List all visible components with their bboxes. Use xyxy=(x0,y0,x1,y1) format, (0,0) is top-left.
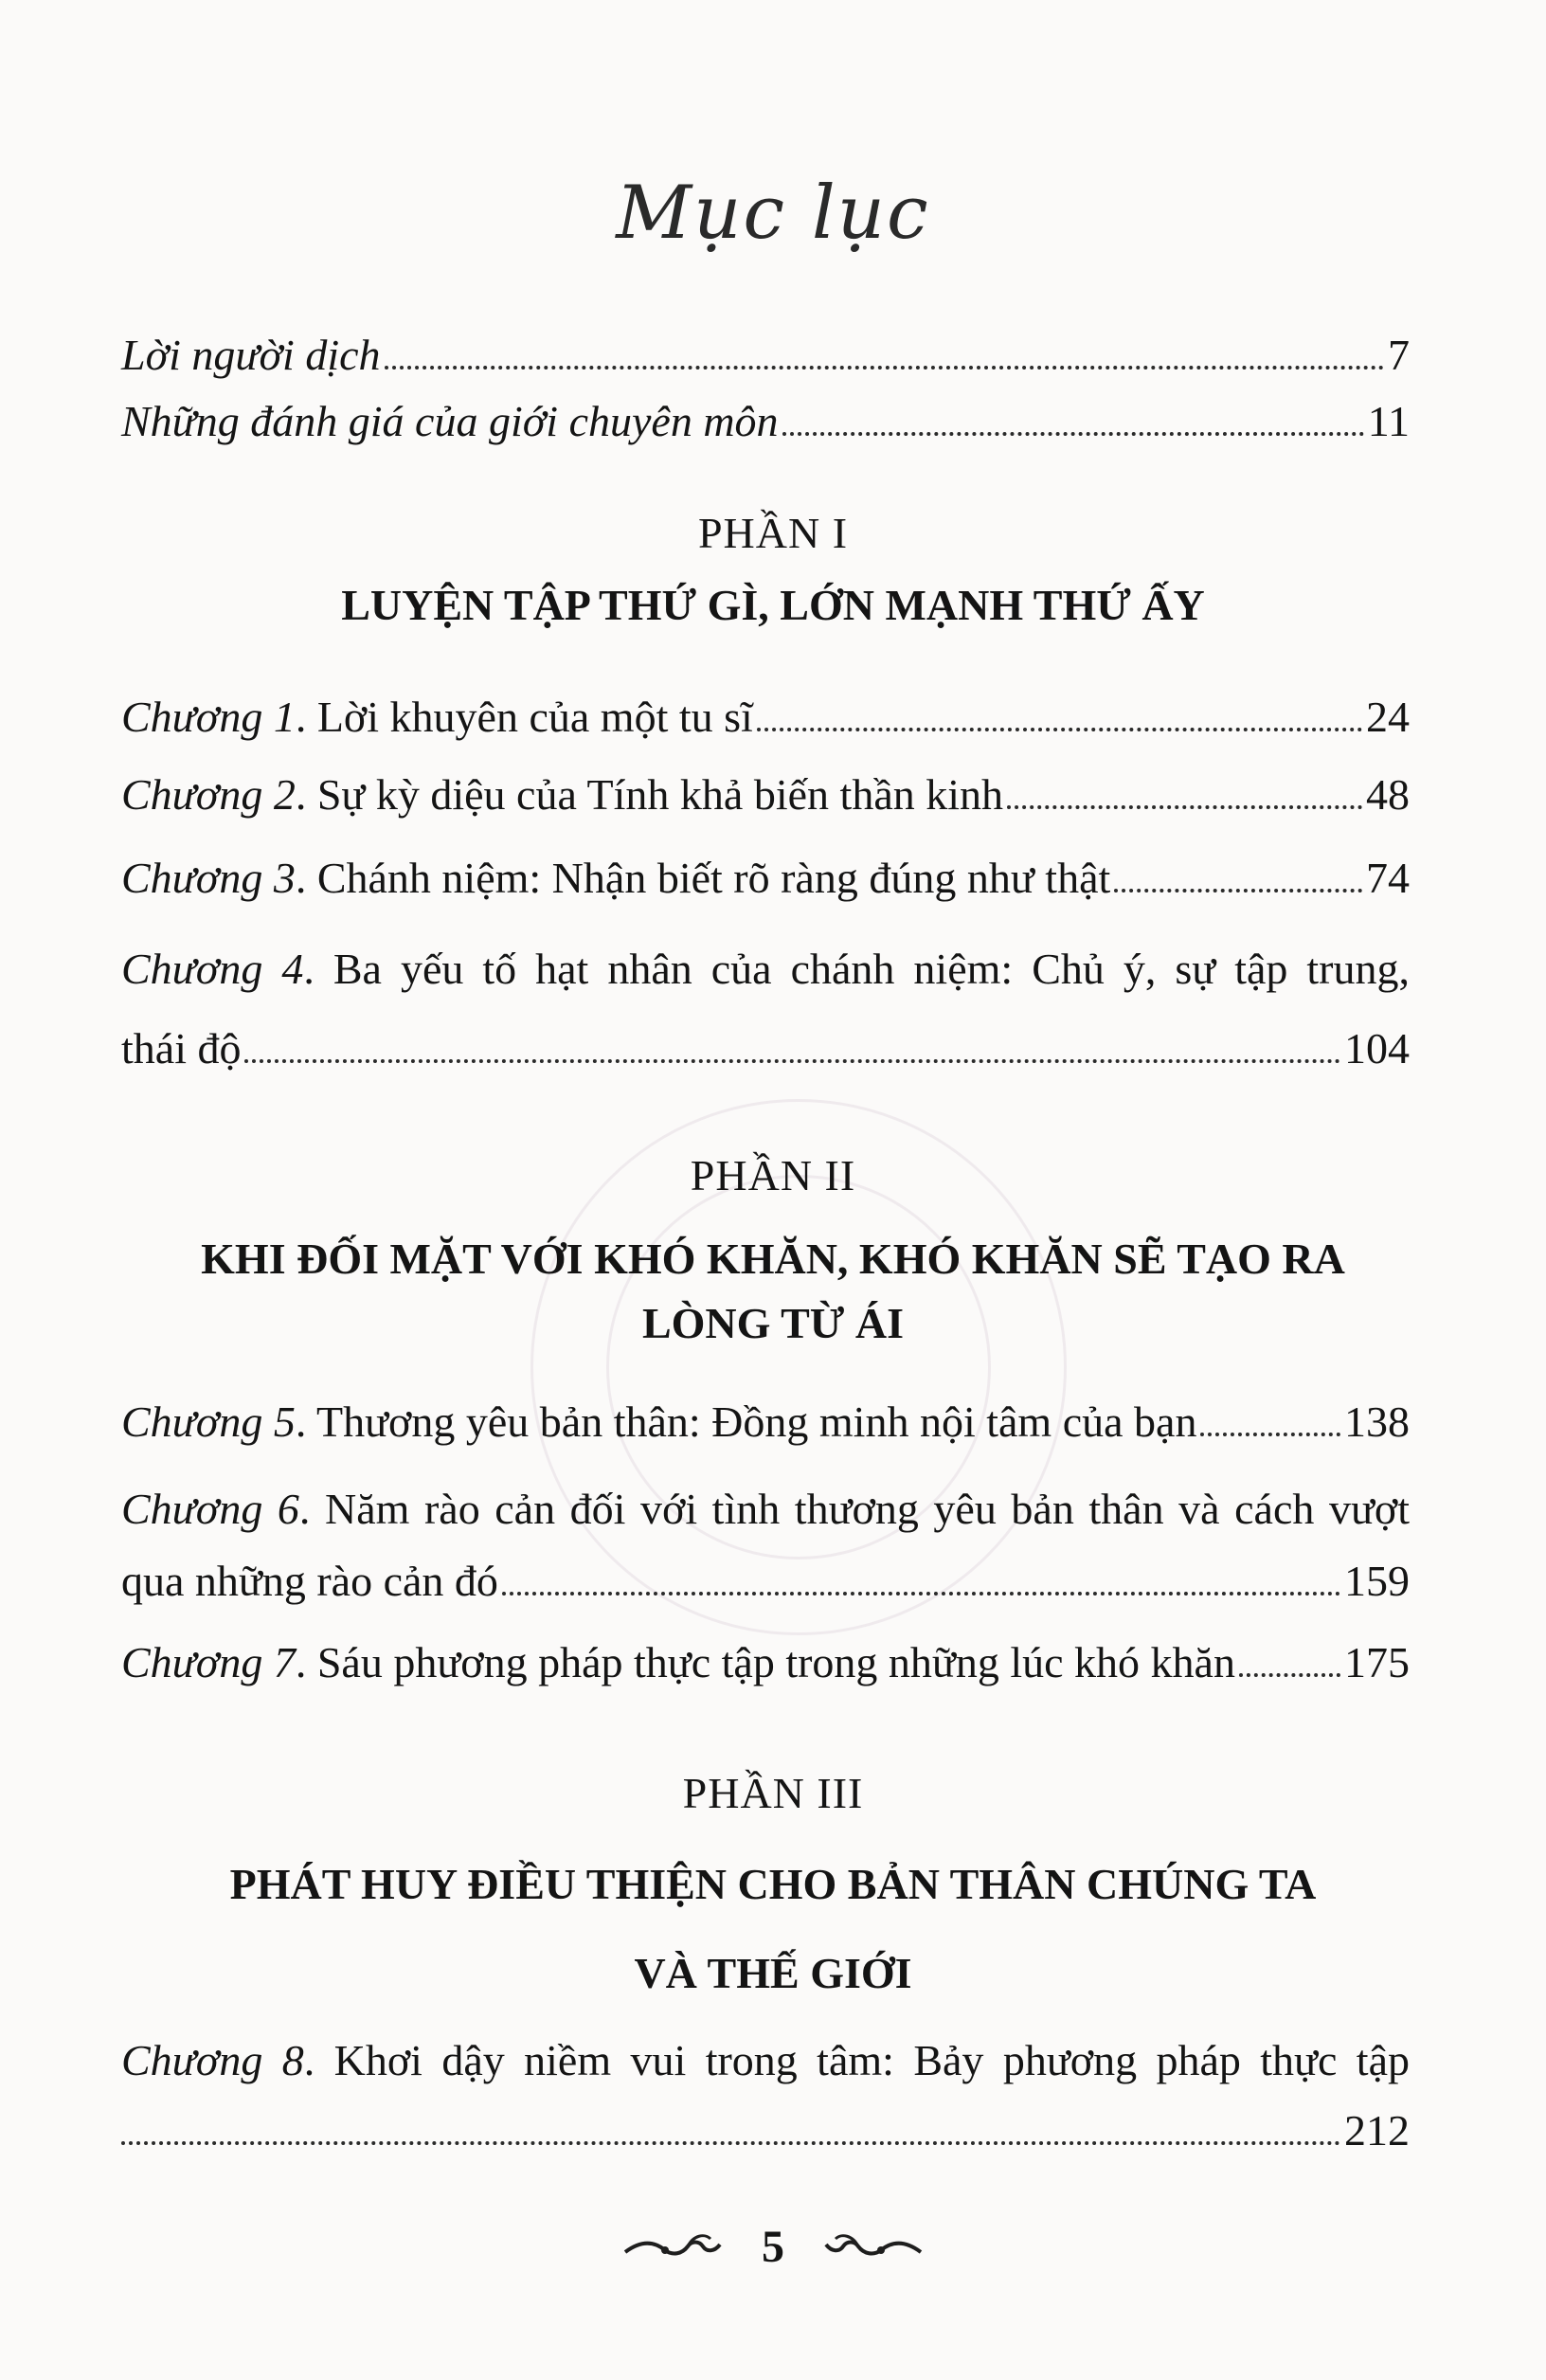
part-title: KHI ĐỐI MẶT VỚI KHÓ KHĂN, KHÓ KHĂN SẼ TẠO RA xyxy=(201,1235,1345,1283)
chapter-number: Chương 2 xyxy=(121,770,296,819)
leader-dots xyxy=(385,366,1384,370)
chapter-number: Chương 6 xyxy=(121,1485,299,1533)
page-footer xyxy=(0,2217,1546,2273)
page-number: 5 xyxy=(762,2222,784,2273)
leader-dots xyxy=(757,728,1362,731)
chapter-title: Ba yếu tố hạt nhân của chánh niệm: Chủ ý, sự tập trung, xyxy=(333,945,1411,993)
entry-page: 175 xyxy=(1344,1638,1410,1686)
chapter-title: Lời khuyên của một tu sĩ xyxy=(316,693,753,741)
chapter-title: Chánh niệm: Nhận biết rõ ràng đúng như thật xyxy=(316,854,1111,902)
toc-entry-chapter[interactable]: Chương 3. Chánh niệm: Nhận biết rõ ràng đúng như thật 74 xyxy=(121,854,1410,902)
chapter-title: Sáu phương pháp thực tập trong những lúc khó khăn xyxy=(316,1638,1235,1686)
leader-dots xyxy=(1200,1433,1340,1436)
chapter-number: Chương 4 xyxy=(121,945,304,993)
leader-dots xyxy=(502,1592,1340,1596)
leader-dots xyxy=(244,1059,1340,1063)
chapter-number: Chương 7 xyxy=(121,1638,296,1686)
toc-entry-chapter[interactable]: Chương 4. Ba yếu tố hạt nhân của chánh niệm: Chủ ý, sự tập trung, thái độ 104 xyxy=(121,945,1411,1073)
chapter-title-cont: thái độ xyxy=(121,1024,242,1073)
leader-dots xyxy=(1239,1673,1340,1677)
part-heading: PHẦN III xyxy=(682,1769,864,1817)
entry-page: 159 xyxy=(1344,1557,1410,1605)
toc-entry-chapter[interactable]: Chương 7. Sáu phương pháp thực tập trong những lúc khó khăn 175 xyxy=(121,1638,1410,1686)
toc-entry-chapter[interactable]: Chương 8. Khơi dậy niềm vui trong tâm: Bảy phương pháp thực tập 212 xyxy=(121,2036,1410,2155)
entry-page: 48 xyxy=(1366,770,1410,819)
right-flourish-icon xyxy=(820,2231,925,2263)
toc-entry-reviews[interactable] xyxy=(121,396,1410,447)
part-title: PHÁT HUY ĐIỀU THIỆN CHO BẢN THÂN CHÚNG TA xyxy=(229,1860,1317,1908)
toc-entry-chapter[interactable]: Chương 6. Năm rào cản đối với tình thương yêu bản thân và cách vượt qua những rào cản đó 159 xyxy=(121,1485,1410,1605)
entry-label: Những đánh giá của giới chuyên môn xyxy=(121,397,779,445)
leader-dots xyxy=(1114,889,1362,892)
chapter-number: Chương 5 xyxy=(121,1397,296,1446)
leader-dots xyxy=(782,432,1364,436)
toc-entry-translator-note[interactable] xyxy=(121,330,1410,381)
part-title-line2: VÀ THẾ GIỚI xyxy=(634,1949,912,1997)
toc-entry-chapter[interactable]: Chương 5. Thương yêu bản thân: Đồng minh nội tâm của bạn 138 xyxy=(121,1397,1410,1446)
entry-label: Lời người dịch xyxy=(121,331,381,379)
toc-entry-chapter[interactable]: Chương 1. Lời khuyên của một tu sĩ 24 xyxy=(121,693,1410,741)
part-title-line2: LÒNG TỪ ÁI xyxy=(641,1299,905,1347)
leader-dots xyxy=(1007,805,1362,809)
entry-page: 24 xyxy=(1366,693,1410,741)
part-title: LUYỆN TẬP THỨ GÌ, LỚN MẠNH THỨ ẤY xyxy=(341,581,1205,629)
chapter-title: Năm rào cản đối với tình thương yêu bản thân và cách vượt xyxy=(324,1485,1410,1533)
entry-page: 212 xyxy=(1344,2106,1410,2155)
part-heading: PHẦN I xyxy=(697,509,849,557)
entry-page: 7 xyxy=(1388,331,1410,379)
chapter-title: Khơi dậy niềm vui trong tâm: Bảy phương pháp thực tập xyxy=(333,2036,1410,2084)
left-flourish-icon xyxy=(621,2231,726,2263)
entry-page: 74 xyxy=(1366,854,1410,902)
chapter-number: Chương 8 xyxy=(121,2036,304,2084)
chapter-number: Chương 3 xyxy=(121,854,296,902)
toc-entry-chapter[interactable]: Chương 2. Sự kỳ diệu của Tính khả biến thần kinh 48 xyxy=(121,770,1410,819)
leader-dots xyxy=(121,2141,1340,2145)
part-heading: PHẦN II xyxy=(690,1151,856,1199)
entry-page: 104 xyxy=(1344,1024,1410,1073)
chapter-title: Sự kỳ diệu của Tính khả biến thần kinh xyxy=(316,770,1004,819)
chapter-title-cont: qua những rào cản đó xyxy=(121,1557,498,1605)
page-title: Mục lục xyxy=(616,171,930,256)
chapter-number: Chương 1 xyxy=(121,693,296,741)
entry-page: 138 xyxy=(1344,1397,1410,1446)
chapter-title: Thương yêu bản thân: Đồng minh nội tâm của bạn xyxy=(316,1397,1197,1446)
entry-page: 11 xyxy=(1367,397,1410,445)
